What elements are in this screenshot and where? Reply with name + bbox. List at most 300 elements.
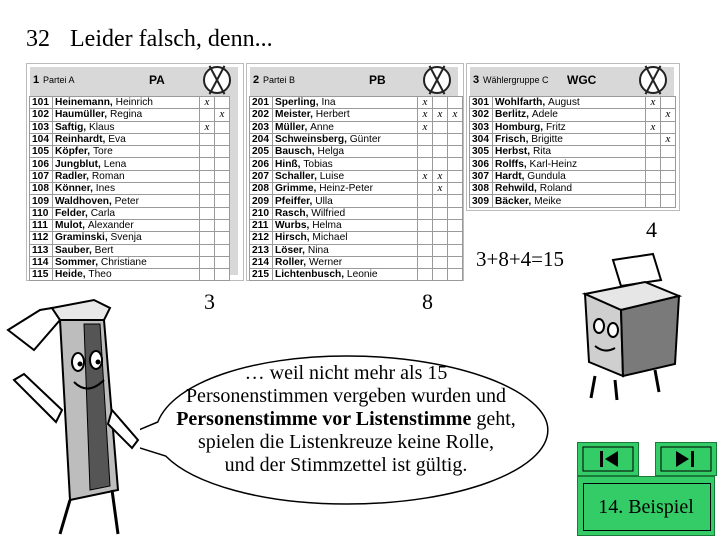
candidate-first-name: Tobias xyxy=(303,158,333,170)
explanation-line-4: spielen die Listenkreuze keine Rolle, xyxy=(197,431,494,453)
vote-checkbox[interactable] xyxy=(215,158,230,170)
candidate-last-name: Pfeiffer, xyxy=(275,195,313,207)
candidate-last-name: Meister, xyxy=(275,109,313,121)
vote-checkbox[interactable] xyxy=(200,170,215,182)
candidate-number: 111 xyxy=(30,219,53,231)
candidate-name xyxy=(53,269,200,281)
candidate-last-name: Frisch, xyxy=(495,134,529,146)
candidate-row xyxy=(250,256,463,268)
vote-checkbox[interactable] xyxy=(448,256,463,268)
candidate-name xyxy=(273,121,418,133)
candidate-name xyxy=(273,269,418,281)
vote-checkbox[interactable] xyxy=(646,170,661,182)
vote-checkbox[interactable] xyxy=(448,244,463,256)
candidate-number: 110 xyxy=(30,207,53,219)
candidate-last-name: Homburg, xyxy=(495,121,544,133)
vote-checkbox[interactable] xyxy=(200,244,215,256)
vote-checkbox[interactable] xyxy=(646,183,661,195)
list-vote-circle-crossed[interactable] xyxy=(423,66,451,94)
candidate-row xyxy=(30,232,230,244)
vote-checkbox[interactable] xyxy=(433,133,448,145)
vote-checkbox[interactable] xyxy=(418,232,433,244)
vote-checkbox[interactable] xyxy=(433,158,448,170)
candidate-first-name: Leonie xyxy=(346,269,378,281)
candidate-row xyxy=(30,121,230,133)
candidate-first-name: Alexander xyxy=(87,220,134,232)
candidate-name xyxy=(273,219,418,231)
candidate-number: 308 xyxy=(470,183,493,195)
party-abbreviation: PB xyxy=(369,73,386,87)
candidate-last-name: Rasch, xyxy=(275,207,309,219)
vote-checkbox[interactable]: x xyxy=(200,97,215,109)
candidate-name xyxy=(53,244,200,256)
skip-to-start-button[interactable] xyxy=(577,442,639,476)
candidate-name xyxy=(493,195,646,207)
vote-checkbox[interactable] xyxy=(215,97,230,109)
vote-checkbox[interactable] xyxy=(200,232,215,244)
candidate-number: 211 xyxy=(250,219,273,231)
candidate-number: 309 xyxy=(470,195,493,207)
candidate-row xyxy=(470,97,676,109)
candidate-first-name: Ina xyxy=(321,97,336,109)
candidate-number: 107 xyxy=(30,170,53,182)
speech-bubble xyxy=(140,352,552,508)
candidate-name xyxy=(273,244,418,256)
vote-checkbox[interactable] xyxy=(200,133,215,145)
vote-checkbox[interactable]: x xyxy=(215,109,230,121)
vote-checkbox[interactable] xyxy=(646,146,661,158)
candidate-last-name: Mulot, xyxy=(55,220,85,232)
candidate-name xyxy=(273,158,418,170)
candidate-row xyxy=(470,133,676,145)
candidate-row xyxy=(470,183,676,195)
vote-checkbox[interactable] xyxy=(433,97,448,109)
vote-checkbox[interactable] xyxy=(448,121,463,133)
candidate-table xyxy=(249,96,463,281)
vote-checkbox[interactable]: x xyxy=(433,109,448,121)
candidate-first-name: Tore xyxy=(92,146,113,158)
candidate-number: 302 xyxy=(470,109,493,121)
candidate-number: 205 xyxy=(250,146,273,158)
candidate-name xyxy=(273,256,418,268)
candidate-first-name: Gundula xyxy=(527,170,566,182)
candidate-name xyxy=(53,195,200,207)
explanation-line-3 xyxy=(140,408,552,431)
vote-checkbox[interactable] xyxy=(200,195,215,207)
candidate-name xyxy=(493,146,646,158)
vote-checkbox[interactable] xyxy=(215,146,230,158)
ballot-header xyxy=(31,70,239,92)
candidate-name xyxy=(493,97,646,109)
vote-checkbox[interactable]: x xyxy=(661,109,676,121)
vote-checkbox[interactable] xyxy=(215,133,230,145)
candidate-row xyxy=(30,219,230,231)
vote-checkbox[interactable] xyxy=(418,195,433,207)
vote-checkbox[interactable]: x xyxy=(418,121,433,133)
candidate-number: 104 xyxy=(30,133,53,145)
candidate-last-name: Hinß, xyxy=(275,158,301,170)
vote-checkbox[interactable] xyxy=(433,232,448,244)
vote-checkbox[interactable] xyxy=(200,207,215,219)
vote-checkbox[interactable] xyxy=(418,146,433,158)
candidate-last-name: Sommer, xyxy=(55,257,99,268)
vote-sum: 3+8+4=15 xyxy=(476,247,565,271)
candidate-last-name: Berlitz, xyxy=(495,109,529,121)
candidate-first-name: Adele xyxy=(531,109,558,121)
party-abbreviation: PA xyxy=(149,73,165,87)
pencil-character-illustration xyxy=(0,290,150,540)
vote-checkbox[interactable] xyxy=(448,170,463,182)
candidate-number: 305 xyxy=(470,146,493,158)
vote-checkbox[interactable] xyxy=(433,269,448,281)
party-name: Wählergruppe C xyxy=(483,75,549,85)
candidate-name xyxy=(53,133,200,145)
candidate-row xyxy=(30,183,230,195)
vote-checkbox[interactable] xyxy=(448,219,463,231)
vote-checkbox[interactable] xyxy=(215,170,230,182)
vote-checkbox[interactable] xyxy=(661,195,676,207)
candidate-number: 103 xyxy=(30,121,53,133)
vote-checkbox[interactable] xyxy=(215,256,230,268)
vote-checkbox[interactable] xyxy=(200,109,215,121)
candidate-last-name: Felder, xyxy=(55,207,88,219)
vote-checkbox[interactable] xyxy=(433,219,448,231)
vote-checkbox[interactable] xyxy=(661,183,676,195)
candidate-first-name: Theo xyxy=(88,269,112,281)
candidate-number: 202 xyxy=(250,109,273,121)
candidate-last-name: Jungblut, xyxy=(55,158,101,170)
candidate-name xyxy=(53,219,200,231)
candidate-first-name: Michael xyxy=(312,232,348,244)
candidate-row xyxy=(250,133,463,145)
vote-checkbox[interactable] xyxy=(200,256,215,268)
vote-checkbox[interactable] xyxy=(418,269,433,281)
vote-checkbox[interactable] xyxy=(433,256,448,268)
candidate-number: 208 xyxy=(250,183,273,195)
candidate-row xyxy=(30,269,230,281)
vote-checkbox[interactable] xyxy=(646,158,661,170)
candidate-last-name: Wohlfarth, xyxy=(495,97,546,109)
vote-checkbox[interactable] xyxy=(433,244,448,256)
candidate-number: 105 xyxy=(30,146,53,158)
vote-checkbox[interactable]: x xyxy=(646,97,661,109)
candidate-number: 112 xyxy=(30,232,53,244)
candidate-number: 101 xyxy=(30,97,53,109)
ballot-party-a xyxy=(26,63,244,281)
vote-checkbox[interactable] xyxy=(448,133,463,145)
vote-checkbox[interactable] xyxy=(418,158,433,170)
candidate-first-name: Bert xyxy=(94,244,114,256)
candidate-first-name: Anne xyxy=(310,121,334,133)
candidate-number: 210 xyxy=(250,207,273,219)
candidate-number: 214 xyxy=(250,256,273,268)
skip-to-end-button[interactable] xyxy=(655,442,717,476)
list-vote-circle-crossed[interactable] xyxy=(639,66,667,94)
candidate-name xyxy=(53,183,200,195)
vote-checkbox[interactable] xyxy=(433,121,448,133)
vote-checkbox[interactable] xyxy=(215,244,230,256)
vote-checkbox[interactable] xyxy=(661,97,676,109)
candidate-number: 114 xyxy=(30,256,53,268)
candidate-number: 207 xyxy=(250,170,273,182)
candidate-number: 102 xyxy=(30,109,53,121)
candidate-first-name: Peter xyxy=(114,195,139,207)
candidate-row xyxy=(30,207,230,219)
candidate-first-name: Klaus xyxy=(88,121,115,133)
party-abbreviation: WGC xyxy=(567,73,597,87)
slide-title-row xyxy=(26,26,273,53)
vote-checkbox[interactable] xyxy=(418,133,433,145)
vote-checkbox[interactable] xyxy=(215,219,230,231)
candidate-last-name: Radler, xyxy=(55,170,89,182)
party-name: Partei A xyxy=(43,75,75,85)
candidate-table xyxy=(29,96,230,281)
ballot-party-b xyxy=(246,63,464,281)
vote-checkbox[interactable] xyxy=(215,269,230,281)
candidate-row xyxy=(30,146,230,158)
vote-checkbox[interactable]: x xyxy=(200,121,215,133)
candidate-name xyxy=(273,146,418,158)
vote-checkbox[interactable] xyxy=(448,232,463,244)
vote-checkbox[interactable] xyxy=(661,121,676,133)
slide-number: 32 xyxy=(26,26,50,52)
candidate-number: 115 xyxy=(30,269,53,281)
candidate-row xyxy=(30,133,230,145)
candidate-number: 209 xyxy=(250,195,273,207)
candidate-last-name: Köpfer, xyxy=(55,146,91,158)
vote-checkbox[interactable] xyxy=(448,97,463,109)
vote-checkbox[interactable]: x xyxy=(418,109,433,121)
candidate-name xyxy=(273,207,418,219)
candidate-last-name: Schaller, xyxy=(275,170,317,182)
explanation-emphasis: Personenstimme vor Listenstimme xyxy=(176,408,472,430)
example-label: 14. Beispiel xyxy=(598,496,694,518)
vote-checkbox[interactable] xyxy=(418,219,433,231)
vote-checkbox[interactable] xyxy=(646,195,661,207)
candidate-row xyxy=(250,195,463,207)
candidate-first-name: Svenja xyxy=(110,232,142,244)
candidate-row xyxy=(30,158,230,170)
count-party-a: 3 xyxy=(204,289,215,314)
ballot-header xyxy=(251,70,459,92)
list-number: 2 xyxy=(253,74,260,86)
candidate-name xyxy=(53,232,200,244)
candidate-row xyxy=(30,97,230,109)
candidate-name xyxy=(53,109,200,121)
list-number: 3 xyxy=(473,74,480,86)
candidate-first-name: Christiane xyxy=(100,257,147,268)
candidate-name xyxy=(273,170,418,182)
vote-checkbox[interactable] xyxy=(661,146,676,158)
candidate-name xyxy=(53,146,200,158)
candidate-name xyxy=(273,232,418,244)
candidate-last-name: Lichtenbusch, xyxy=(275,269,345,281)
candidate-last-name: Sperling, xyxy=(275,97,319,109)
slide-title: Leider falsch, denn... xyxy=(70,26,273,52)
candidate-last-name: Waldhoven, xyxy=(55,195,112,207)
candidate-last-name: Bäcker, xyxy=(495,195,532,207)
ballot-header xyxy=(471,70,675,92)
candidate-number: 206 xyxy=(250,158,273,170)
vote-checkbox[interactable] xyxy=(200,219,215,231)
candidate-last-name: Sauber, xyxy=(55,244,92,256)
candidate-last-name: Wurbs, xyxy=(275,220,310,232)
candidate-row xyxy=(470,146,676,158)
vote-checkbox[interactable] xyxy=(448,207,463,219)
list-number: 1 xyxy=(33,74,40,86)
vote-checkbox[interactable] xyxy=(448,269,463,281)
candidate-first-name: August xyxy=(548,97,580,109)
vote-checkbox[interactable] xyxy=(200,158,215,170)
candidate-name xyxy=(273,195,418,207)
count-party-b: 8 xyxy=(422,289,433,314)
candidate-last-name: Reinhardt, xyxy=(55,134,106,146)
vote-checkbox[interactable]: x xyxy=(433,183,448,195)
candidate-first-name: Nina xyxy=(307,244,329,256)
candidate-first-name: Lena xyxy=(103,158,127,170)
candidate-first-name: Karl-Heinz xyxy=(529,158,578,170)
skip-forward-icon xyxy=(656,443,716,475)
candidate-first-name: Wilfried xyxy=(311,207,346,219)
candidate-row xyxy=(470,195,676,207)
vote-checkbox[interactable]: x xyxy=(448,109,463,121)
candidate-number: 307 xyxy=(470,170,493,182)
vote-checkbox[interactable] xyxy=(215,195,230,207)
candidate-last-name: Graminski, xyxy=(55,232,108,244)
candidate-last-name: Herbst, xyxy=(495,146,531,158)
vote-checkbox[interactable] xyxy=(433,207,448,219)
candidate-row xyxy=(470,121,676,133)
vote-checkbox[interactable] xyxy=(418,256,433,268)
candidate-name xyxy=(53,97,200,109)
explanation-line-2: Personenstimmen vergeben wurden und xyxy=(185,385,507,407)
candidate-first-name: Eva xyxy=(108,134,126,146)
candidate-name xyxy=(493,158,646,170)
vote-checkbox[interactable]: x xyxy=(661,133,676,145)
vote-checkbox[interactable] xyxy=(448,183,463,195)
candidate-name xyxy=(53,207,200,219)
example-14-button[interactable] xyxy=(577,476,715,536)
vote-checkbox[interactable] xyxy=(215,232,230,244)
candidate-name xyxy=(273,109,418,121)
candidate-last-name: Heinemann, xyxy=(55,97,113,109)
candidate-name xyxy=(273,133,418,145)
candidate-name xyxy=(273,183,418,195)
vote-checkbox[interactable] xyxy=(418,244,433,256)
candidate-number: 304 xyxy=(470,133,493,145)
candidate-last-name: Könner, xyxy=(55,183,93,195)
candidate-first-name: Regina xyxy=(109,109,143,121)
vote-checkbox[interactable]: x xyxy=(418,97,433,109)
candidate-row xyxy=(30,244,230,256)
vote-checkbox[interactable] xyxy=(433,146,448,158)
explanation-line-1: … weil nicht mehr als 15 xyxy=(244,362,448,384)
vote-checkbox[interactable] xyxy=(418,183,433,195)
vote-checkbox[interactable] xyxy=(661,158,676,170)
vote-checkbox[interactable]: x xyxy=(433,170,448,182)
candidate-number: 212 xyxy=(250,232,273,244)
vote-checkbox[interactable] xyxy=(646,133,661,145)
candidate-row xyxy=(30,170,230,182)
candidate-name xyxy=(493,133,646,145)
candidate-number: 109 xyxy=(30,195,53,207)
vote-checkbox[interactable] xyxy=(200,146,215,158)
candidate-first-name: Ulla xyxy=(315,195,333,207)
candidate-first-name: Rita xyxy=(532,146,552,158)
explanation-text xyxy=(140,362,552,477)
count-voter-group-c: 4 xyxy=(646,217,657,242)
candidate-number: 301 xyxy=(470,97,493,109)
candidate-last-name: Rolffs, xyxy=(495,158,527,170)
candidate-number: 213 xyxy=(250,244,273,256)
candidate-row xyxy=(470,109,676,121)
candidate-row xyxy=(250,109,463,121)
vote-checkbox[interactable] xyxy=(215,121,230,133)
vote-checkbox[interactable] xyxy=(215,207,230,219)
candidate-row xyxy=(250,183,463,195)
vote-checkbox[interactable] xyxy=(661,170,676,182)
candidate-last-name: Saftig, xyxy=(55,121,87,133)
candidate-number: 203 xyxy=(250,121,273,133)
candidate-row xyxy=(250,244,463,256)
candidate-name xyxy=(53,170,200,182)
vote-checkbox[interactable] xyxy=(448,158,463,170)
candidate-row xyxy=(30,109,230,121)
candidate-row xyxy=(250,146,463,158)
vote-checkbox[interactable] xyxy=(215,183,230,195)
vote-checkbox[interactable] xyxy=(448,146,463,158)
vote-checkbox[interactable]: x xyxy=(418,170,433,182)
candidate-row xyxy=(470,170,676,182)
candidate-first-name: Werner xyxy=(308,257,343,268)
candidate-name xyxy=(273,97,418,109)
vote-checkbox[interactable] xyxy=(200,269,215,281)
ballot-box-character-illustration xyxy=(575,252,685,402)
candidate-row xyxy=(470,158,676,170)
candidate-name xyxy=(493,183,646,195)
candidate-name xyxy=(493,109,646,121)
skip-back-icon xyxy=(578,443,638,475)
candidate-first-name: Helma xyxy=(312,220,342,232)
candidate-row xyxy=(250,170,463,182)
vote-checkbox[interactable] xyxy=(418,207,433,219)
vote-checkbox[interactable] xyxy=(448,195,463,207)
vote-checkbox[interactable] xyxy=(433,195,448,207)
candidate-last-name: Bausch, xyxy=(275,146,315,158)
candidate-number: 108 xyxy=(30,183,53,195)
candidate-row xyxy=(250,207,463,219)
list-vote-circle-crossed[interactable] xyxy=(203,66,231,94)
candidate-last-name: Löser, xyxy=(275,244,306,256)
candidate-last-name: Hardt, xyxy=(495,170,525,182)
candidate-first-name: Herbert xyxy=(315,109,350,121)
explanation-line-3-rest: geht, xyxy=(471,408,516,430)
candidate-last-name: Roller, xyxy=(275,257,307,268)
candidate-name xyxy=(53,121,200,133)
candidate-last-name: Haumüller, xyxy=(55,109,108,121)
candidate-first-name: Luise xyxy=(319,170,345,182)
vote-checkbox[interactable] xyxy=(646,109,661,121)
candidate-last-name: Hirsch, xyxy=(275,232,310,244)
vote-checkbox[interactable] xyxy=(200,183,215,195)
candidate-name xyxy=(53,256,200,268)
vote-checkbox[interactable]: x xyxy=(646,121,661,133)
candidate-first-name: Günter xyxy=(349,134,381,146)
candidate-first-name: Heinz-Peter xyxy=(319,183,373,195)
candidate-number: 113 xyxy=(30,244,53,256)
candidate-name xyxy=(53,158,200,170)
candidate-first-name: Roland xyxy=(539,183,573,195)
